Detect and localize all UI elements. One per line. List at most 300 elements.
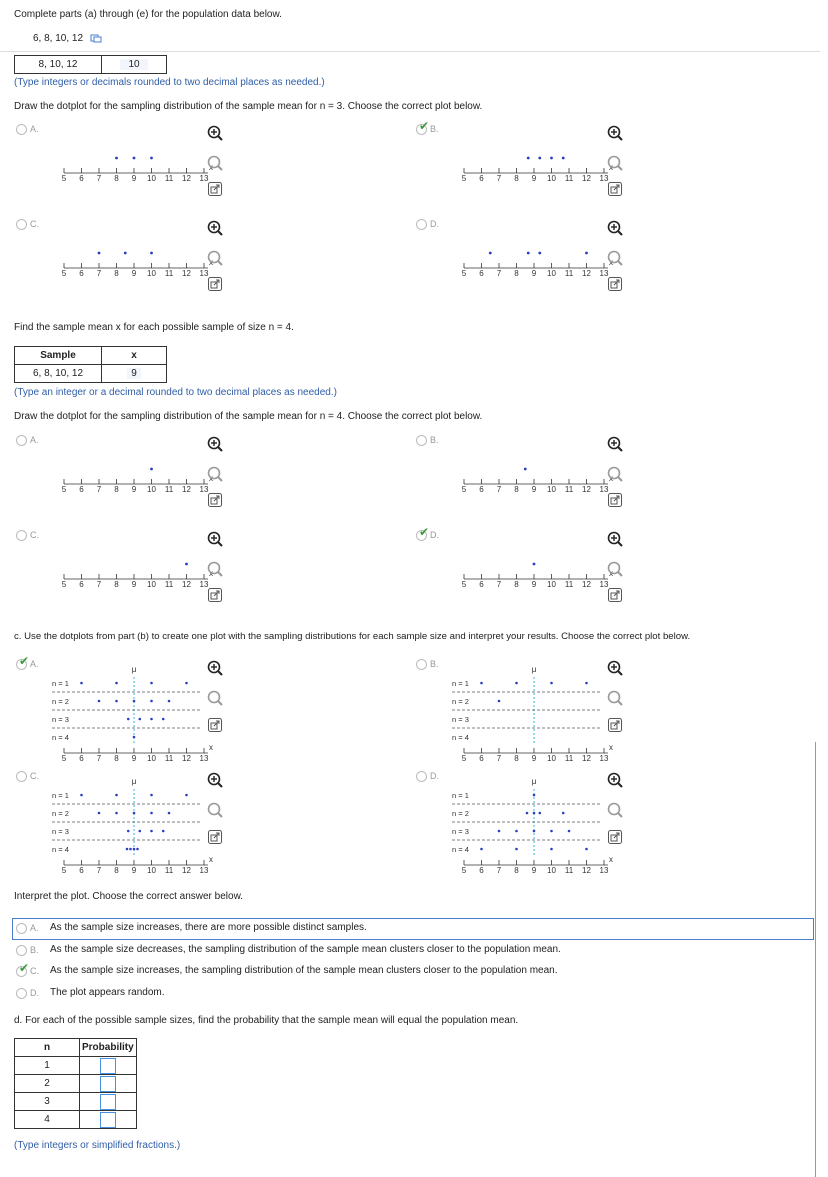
tick-label: 13 bbox=[599, 580, 609, 589]
tick-label: 13 bbox=[199, 580, 209, 589]
tick-label: 9 bbox=[531, 269, 537, 278]
tick-label: 8 bbox=[514, 754, 519, 763]
xbar-label: x bbox=[209, 569, 213, 578]
tick-label: 9 bbox=[531, 866, 537, 875]
tick-label: 9 bbox=[131, 866, 137, 875]
tick-label: 9 bbox=[131, 269, 137, 278]
tick-label: 13 bbox=[599, 174, 609, 183]
tick-label: 8 bbox=[114, 866, 119, 875]
dot bbox=[133, 736, 136, 739]
zoom-in-icon[interactable] bbox=[606, 771, 624, 789]
tick-label: 6 bbox=[479, 866, 484, 875]
row-label: n = 2 bbox=[52, 809, 69, 818]
external-link-icon[interactable] bbox=[207, 717, 223, 733]
dot bbox=[515, 682, 518, 685]
zoom-out-icon[interactable] bbox=[206, 249, 224, 267]
dot bbox=[98, 252, 101, 255]
prob-cell bbox=[80, 1093, 137, 1111]
zoom-out-icon[interactable] bbox=[606, 689, 624, 707]
zoom-in-icon[interactable] bbox=[206, 771, 224, 789]
zoom-out-icon[interactable] bbox=[606, 465, 624, 483]
zoom-in-icon[interactable] bbox=[606, 530, 624, 548]
tick-label: 10 bbox=[147, 269, 156, 278]
external-link-icon[interactable] bbox=[207, 587, 223, 603]
option-letter: D. bbox=[430, 771, 439, 781]
dot bbox=[115, 682, 118, 685]
row-label: n = 4 bbox=[452, 845, 469, 854]
tick-label: 5 bbox=[461, 754, 467, 763]
tick-label: 10 bbox=[547, 754, 556, 763]
zoom-in-icon[interactable] bbox=[206, 530, 224, 548]
tick-label: 7 bbox=[96, 580, 102, 589]
tick-label: 10 bbox=[547, 580, 556, 589]
option-text: As the sample size increases, the sampling distribution of the sample mean clusters closer to the population mean. bbox=[50, 965, 558, 976]
dot bbox=[585, 848, 588, 851]
tick-label: 8 bbox=[514, 174, 519, 183]
dot bbox=[538, 252, 541, 255]
dot bbox=[127, 830, 130, 833]
zoom-in-icon[interactable] bbox=[206, 659, 224, 677]
zoom-out-icon[interactable] bbox=[206, 801, 224, 819]
row-label: n = 1 bbox=[52, 679, 69, 688]
tick-label: 9 bbox=[531, 485, 537, 494]
tick-label: 10 bbox=[147, 866, 156, 875]
dot bbox=[150, 157, 153, 160]
dot bbox=[150, 682, 153, 685]
tick-label: 11 bbox=[564, 866, 574, 875]
option-radio[interactable] bbox=[16, 530, 27, 541]
dot bbox=[550, 848, 553, 851]
dot bbox=[138, 718, 141, 721]
tick-label: 13 bbox=[599, 754, 609, 763]
tick-label: 6 bbox=[79, 754, 84, 763]
external-link-icon[interactable] bbox=[207, 492, 223, 508]
option-radio[interactable] bbox=[16, 124, 27, 135]
tick-label: 5 bbox=[461, 866, 467, 875]
tick-label: 10 bbox=[547, 269, 556, 278]
tick-label: 6 bbox=[479, 174, 484, 183]
zoom-out-icon[interactable] bbox=[606, 249, 624, 267]
tick-label: 5 bbox=[461, 580, 467, 589]
n4-mean-answer[interactable]: 9 bbox=[127, 368, 141, 379]
tick-label: 12 bbox=[182, 269, 191, 278]
xbar-label: x bbox=[609, 743, 613, 752]
tick-label: 7 bbox=[496, 754, 502, 763]
option-radio[interactable] bbox=[416, 435, 427, 446]
dot bbox=[527, 157, 530, 160]
tick-label: 12 bbox=[182, 754, 191, 763]
option-letter: D. bbox=[430, 530, 439, 540]
external-link-icon[interactable] bbox=[607, 587, 623, 603]
dot bbox=[150, 812, 153, 815]
option-letter: C. bbox=[30, 966, 39, 976]
col-probability: Probability bbox=[80, 1039, 137, 1057]
zoom-in-icon[interactable] bbox=[606, 219, 624, 237]
n3-mean-answer[interactable]: 10 bbox=[120, 59, 147, 70]
dot bbox=[150, 468, 153, 471]
dot bbox=[585, 682, 588, 685]
zoom-out-icon[interactable] bbox=[206, 560, 224, 578]
dot bbox=[498, 830, 501, 833]
dot bbox=[515, 830, 518, 833]
n3-sample-cell: 8, 10, 12 bbox=[15, 56, 102, 74]
dot bbox=[538, 812, 541, 815]
external-link-icon[interactable] bbox=[207, 276, 223, 292]
row-label: n = 4 bbox=[52, 733, 69, 742]
scrollbar[interactable] bbox=[815, 742, 816, 1177]
tick-label: 6 bbox=[79, 269, 84, 278]
xbar-label: x bbox=[209, 855, 213, 864]
tick-label: 12 bbox=[182, 174, 191, 183]
tick-label: 7 bbox=[496, 866, 502, 875]
probability-input[interactable] bbox=[100, 1076, 116, 1092]
n4-mean-cell bbox=[102, 365, 167, 383]
row-label: n = 3 bbox=[452, 827, 469, 836]
probability-input[interactable] bbox=[100, 1094, 116, 1110]
dot bbox=[115, 700, 118, 703]
tick-label: 13 bbox=[599, 866, 609, 875]
copy-icon[interactable] bbox=[90, 34, 102, 43]
xbar-label: x bbox=[609, 258, 613, 267]
dot bbox=[129, 848, 132, 851]
tick-label: 5 bbox=[61, 485, 67, 494]
tick-label: 6 bbox=[79, 866, 84, 875]
xbar-label: x bbox=[609, 474, 613, 483]
option-letter: D. bbox=[430, 219, 439, 229]
zoom-out-icon[interactable] bbox=[206, 689, 224, 707]
dot bbox=[80, 682, 83, 685]
option-radio[interactable] bbox=[416, 659, 427, 670]
tick-label: 7 bbox=[496, 174, 502, 183]
row-label: n = 1 bbox=[52, 791, 69, 800]
probability-input[interactable] bbox=[100, 1112, 116, 1128]
tick-label: 6 bbox=[479, 485, 484, 494]
option-letter: A. bbox=[30, 659, 39, 669]
tick-label: 12 bbox=[182, 866, 191, 875]
population-data bbox=[33, 33, 102, 44]
row-label: n = 3 bbox=[452, 715, 469, 724]
tick-label: 8 bbox=[114, 174, 119, 183]
option-text: As the sample size increases, there are more possible distinct samples. bbox=[50, 922, 367, 933]
dot bbox=[533, 830, 536, 833]
dot bbox=[489, 252, 492, 255]
option-radio[interactable] bbox=[416, 771, 427, 782]
tick-label: 12 bbox=[582, 866, 591, 875]
probability-input[interactable] bbox=[100, 1058, 116, 1074]
tick-label: 5 bbox=[461, 174, 467, 183]
tick-label: 9 bbox=[531, 754, 537, 763]
dot bbox=[150, 718, 153, 721]
zoom-out-icon[interactable] bbox=[606, 154, 624, 172]
n4-col-sample: Sample bbox=[15, 347, 102, 365]
row-label: n = 4 bbox=[452, 733, 469, 742]
dot bbox=[568, 830, 571, 833]
tick-label: 6 bbox=[79, 580, 84, 589]
tick-label: 10 bbox=[147, 485, 156, 494]
composite-dotplot bbox=[52, 663, 222, 767]
dot bbox=[150, 252, 153, 255]
n4-find-prompt: Find the sample mean x for each possible sample of size n = 4. bbox=[14, 322, 294, 333]
zoom-out-icon[interactable] bbox=[606, 801, 624, 819]
tick-label: 12 bbox=[582, 174, 591, 183]
n3-note: (Type integers or decimals rounded to two decimal places as needed.) bbox=[14, 77, 325, 88]
zoom-out-icon[interactable] bbox=[606, 560, 624, 578]
dot bbox=[185, 563, 188, 566]
tick-label: 12 bbox=[582, 754, 591, 763]
tick-label: 8 bbox=[514, 269, 519, 278]
dotplot bbox=[460, 152, 620, 183]
partd-note: (Type integers or simplified fractions.) bbox=[14, 1140, 181, 1151]
interpret-prompt: Interpret the plot. Choose the correct answer below. bbox=[14, 891, 244, 902]
tick-label: 11 bbox=[164, 269, 174, 278]
dot bbox=[115, 812, 118, 815]
prob-row-n: 2 bbox=[15, 1075, 80, 1093]
option-letter: C. bbox=[30, 219, 39, 229]
dot bbox=[133, 157, 136, 160]
mu-label: μ bbox=[531, 665, 537, 674]
tick-label: 8 bbox=[114, 754, 119, 763]
tick-label: 10 bbox=[147, 174, 156, 183]
dotplot bbox=[60, 152, 220, 183]
dot bbox=[127, 718, 130, 721]
row-label: n = 2 bbox=[52, 697, 69, 706]
dot bbox=[150, 830, 153, 833]
tick-label: 10 bbox=[147, 754, 156, 763]
tick-label: 8 bbox=[114, 485, 119, 494]
tick-label: 11 bbox=[564, 754, 574, 763]
tick-label: 6 bbox=[479, 580, 484, 589]
row-label: n = 1 bbox=[452, 679, 469, 688]
dot bbox=[115, 157, 118, 160]
option-letter: B. bbox=[430, 435, 439, 445]
tick-label: 13 bbox=[199, 485, 209, 494]
external-link-icon[interactable] bbox=[607, 181, 623, 197]
option-radio[interactable] bbox=[16, 219, 27, 230]
prob-cell bbox=[80, 1111, 137, 1129]
dotplot bbox=[60, 463, 220, 494]
check-icon: ✔ bbox=[419, 525, 430, 539]
tick-label: 13 bbox=[199, 269, 209, 278]
composite-dotplot bbox=[452, 663, 622, 767]
zoom-out-icon[interactable] bbox=[206, 154, 224, 172]
prob-row-n: 4 bbox=[15, 1111, 80, 1129]
n4-prompt: Draw the dotplot for the sampling distribution of the sample mean for n = 4. Choose the correct plot below. bbox=[14, 411, 483, 422]
dot bbox=[533, 812, 536, 815]
mu-label: μ bbox=[531, 777, 537, 786]
tick-label: 8 bbox=[114, 269, 119, 278]
tick-label: 10 bbox=[547, 174, 556, 183]
dot bbox=[150, 700, 153, 703]
tick-label: 9 bbox=[131, 174, 137, 183]
dot bbox=[136, 848, 139, 851]
xbar-label: x bbox=[209, 474, 213, 483]
tick-label: 13 bbox=[599, 269, 609, 278]
dot bbox=[550, 157, 553, 160]
dot bbox=[526, 812, 529, 815]
tick-label: 5 bbox=[61, 754, 67, 763]
tick-label: 11 bbox=[164, 580, 174, 589]
check-icon: ✔ bbox=[19, 654, 30, 668]
tick-label: 11 bbox=[164, 866, 174, 875]
tick-label: 11 bbox=[164, 485, 174, 494]
tick-label: 7 bbox=[96, 269, 102, 278]
dot bbox=[480, 848, 483, 851]
zoom-in-icon[interactable] bbox=[606, 435, 624, 453]
dot bbox=[98, 700, 101, 703]
option-letter: A. bbox=[30, 923, 39, 933]
zoom-out-icon[interactable] bbox=[206, 465, 224, 483]
external-link-icon[interactable] bbox=[207, 181, 223, 197]
row-label: n = 3 bbox=[52, 715, 69, 724]
partc-prompt: c. Use the dotplots from part (b) to create one plot with the sampling distributions for each sample size and interpret your results. Choose the correct plot below. bbox=[14, 631, 691, 642]
xbar-label: x bbox=[209, 163, 213, 172]
tick-label: 9 bbox=[131, 580, 137, 589]
tick-label: 5 bbox=[461, 269, 467, 278]
option-letter: B. bbox=[30, 944, 39, 955]
dot bbox=[185, 682, 188, 685]
tick-label: 12 bbox=[582, 580, 591, 589]
check-icon: ✔ bbox=[419, 119, 430, 133]
prob-row-n: 3 bbox=[15, 1093, 80, 1111]
dot bbox=[524, 468, 527, 471]
tick-label: 10 bbox=[147, 580, 156, 589]
tick-label: 11 bbox=[564, 485, 574, 494]
n3-table bbox=[14, 55, 167, 74]
composite-dotplot bbox=[452, 775, 622, 879]
option-radio[interactable] bbox=[16, 945, 27, 956]
external-link-icon[interactable] bbox=[607, 492, 623, 508]
dot bbox=[168, 812, 171, 815]
tick-label: 11 bbox=[164, 754, 174, 763]
option-letter: C. bbox=[30, 771, 39, 781]
dot bbox=[133, 848, 136, 851]
tick-label: 11 bbox=[564, 580, 574, 589]
external-link-icon[interactable] bbox=[607, 717, 623, 733]
tick-label: 9 bbox=[531, 580, 537, 589]
dotplot bbox=[460, 247, 620, 278]
tick-label: 7 bbox=[96, 174, 102, 183]
dot bbox=[585, 252, 588, 255]
tick-label: 5 bbox=[61, 174, 67, 183]
option-radio[interactable] bbox=[16, 988, 27, 999]
zoom-in-icon[interactable] bbox=[606, 124, 624, 142]
external-link-icon[interactable] bbox=[207, 829, 223, 845]
dot bbox=[498, 700, 501, 703]
dot bbox=[527, 252, 530, 255]
dot bbox=[98, 812, 101, 815]
row-label: n = 1 bbox=[452, 791, 469, 800]
external-link-icon[interactable] bbox=[607, 829, 623, 845]
dotplot bbox=[60, 247, 220, 278]
zoom-in-icon[interactable] bbox=[206, 435, 224, 453]
dotplot bbox=[460, 463, 620, 494]
prob-cell bbox=[80, 1057, 137, 1075]
dot bbox=[533, 563, 536, 566]
option-letter: B. bbox=[430, 124, 439, 134]
row-label: n = 4 bbox=[52, 845, 69, 854]
tick-label: 7 bbox=[496, 485, 502, 494]
divider bbox=[0, 51, 820, 52]
option-radio[interactable] bbox=[16, 923, 27, 934]
tick-label: 7 bbox=[96, 754, 102, 763]
tick-label: 9 bbox=[531, 174, 537, 183]
option-letter: A. bbox=[30, 124, 39, 134]
tick-label: 6 bbox=[479, 269, 484, 278]
option-text: As the sample size decreases, the sampling distribution of the sample mean clusters closer to the population mean. bbox=[50, 943, 561, 955]
tick-label: 10 bbox=[547, 866, 556, 875]
dot bbox=[562, 157, 565, 160]
col-n: n bbox=[15, 1039, 80, 1057]
dot bbox=[138, 830, 141, 833]
tick-label: 9 bbox=[131, 754, 137, 763]
xbar-label: x bbox=[609, 855, 613, 864]
tick-label: 5 bbox=[61, 580, 67, 589]
zoom-in-icon[interactable] bbox=[206, 219, 224, 237]
probability-table bbox=[14, 1038, 137, 1129]
tick-label: 6 bbox=[79, 485, 84, 494]
tick-label: 5 bbox=[61, 866, 67, 875]
population-values: 6, 8, 10, 12 bbox=[33, 33, 84, 44]
prob-cell bbox=[80, 1075, 137, 1093]
dot bbox=[550, 830, 553, 833]
tick-label: 6 bbox=[479, 754, 484, 763]
n4-col-xbar: x bbox=[102, 347, 167, 365]
tick-label: 11 bbox=[164, 174, 174, 183]
tick-label: 7 bbox=[96, 485, 102, 494]
dot bbox=[115, 794, 118, 797]
tick-label: 12 bbox=[182, 580, 191, 589]
option-radio[interactable] bbox=[16, 435, 27, 446]
row-label: n = 2 bbox=[452, 809, 469, 818]
option-letter: D. bbox=[30, 987, 39, 998]
option-letter: A. bbox=[30, 435, 39, 445]
n4-table bbox=[14, 346, 167, 383]
n4-note: (Type an integer or a decimal rounded to two decimal places as needed.) bbox=[14, 387, 337, 398]
dot bbox=[168, 700, 171, 703]
tick-label: 5 bbox=[61, 269, 67, 278]
dot bbox=[480, 682, 483, 685]
dot bbox=[126, 848, 129, 851]
xbar-label: x bbox=[609, 163, 613, 172]
xbar-label: x bbox=[209, 743, 213, 752]
option-letter: C. bbox=[30, 530, 39, 540]
zoom-in-icon[interactable] bbox=[206, 124, 224, 142]
external-link-icon[interactable] bbox=[607, 276, 623, 292]
zoom-in-icon[interactable] bbox=[606, 659, 624, 677]
dot bbox=[185, 794, 188, 797]
tick-label: 6 bbox=[79, 174, 84, 183]
tick-label: 7 bbox=[496, 269, 502, 278]
dot bbox=[150, 794, 153, 797]
option-radio[interactable] bbox=[16, 771, 27, 782]
check-icon: ✔ bbox=[19, 961, 30, 975]
tick-label: 13 bbox=[599, 485, 609, 494]
tick-label: 13 bbox=[199, 866, 209, 875]
tick-label: 9 bbox=[131, 485, 137, 494]
row-label: n = 2 bbox=[452, 697, 469, 706]
xbar-label: x bbox=[609, 569, 613, 578]
dot bbox=[124, 252, 127, 255]
option-radio[interactable] bbox=[416, 219, 427, 230]
tick-label: 8 bbox=[114, 580, 119, 589]
tick-label: 12 bbox=[182, 485, 191, 494]
mu-label: μ bbox=[131, 777, 137, 786]
tick-label: 11 bbox=[564, 174, 574, 183]
dot bbox=[538, 157, 541, 160]
tick-label: 13 bbox=[199, 754, 209, 763]
dot bbox=[162, 718, 165, 721]
dotplot bbox=[60, 558, 220, 589]
